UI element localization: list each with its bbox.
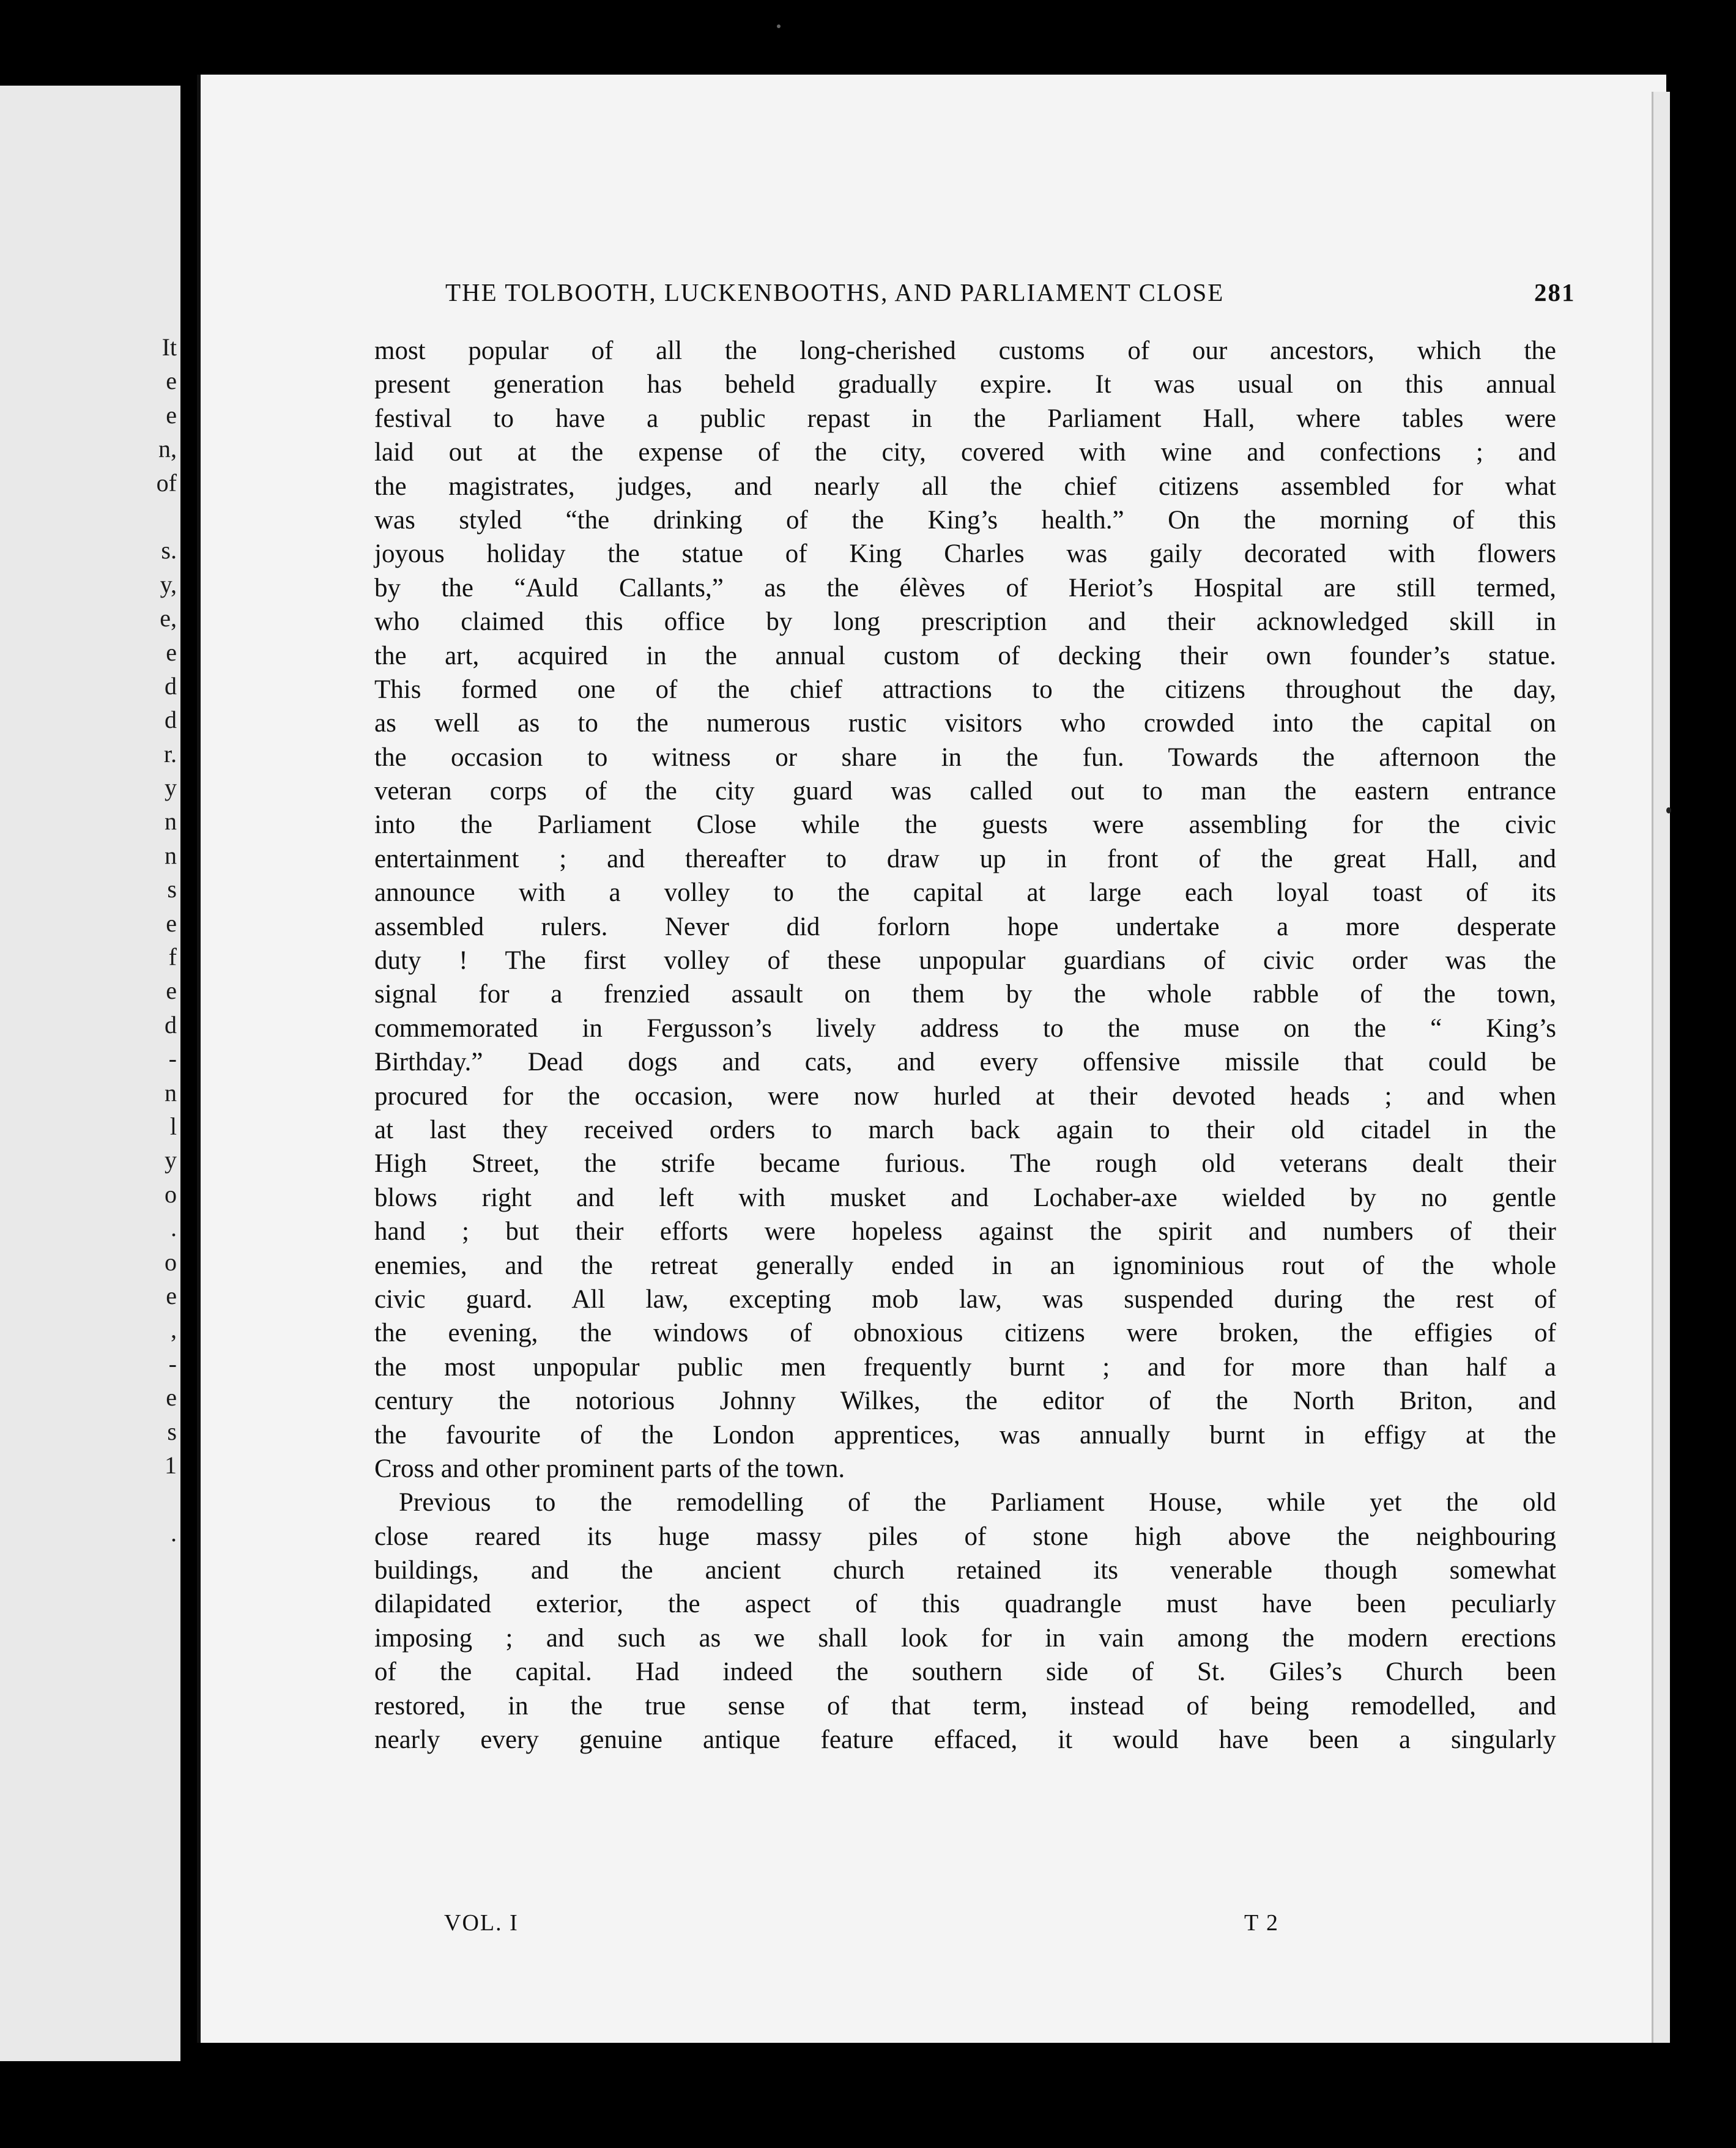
- facing-page-fragment: e: [166, 367, 177, 395]
- facing-page-fragment: n: [165, 1078, 177, 1106]
- page-edge: [1652, 92, 1672, 2043]
- facing-page-fragment: o: [165, 1180, 177, 1208]
- text-line: civic guard. All law, excepting mob law, was suspended during the rest of: [374, 1284, 1556, 1314]
- text-line: the favourite of the London apprentices, was annually burnt in effigy at the: [374, 1420, 1556, 1450]
- scan-speck: [1666, 807, 1671, 813]
- facing-page: [0, 86, 180, 2061]
- text-line: buildings, and the ancient church retained its venerable though somewhat: [374, 1556, 1556, 1585]
- text-line: veteran corps of the city guard was called out to man the eastern entrance: [374, 777, 1556, 806]
- scan-speck: [777, 24, 781, 28]
- facing-page-fragment: It: [161, 333, 177, 361]
- text-line: the occasion to witness or share in the fun. Towards the afternoon the: [374, 743, 1556, 772]
- text-line: Previous to the remodelling of the Parliament House, while yet the old: [399, 1488, 1556, 1517]
- facing-page-fragment: s: [167, 875, 177, 903]
- facing-page-fragment: s: [167, 1417, 177, 1445]
- text-line: procured for the occasion, were now hurled at their devoted heads ; and when: [374, 1081, 1556, 1111]
- text-line: the art, acquired in the annual custom of decking their own founder’s statue.: [374, 641, 1556, 670]
- text-line: most popular of all the long-cherished customs of our ancestors, which the: [374, 336, 1556, 365]
- facing-page-fragment: f: [168, 943, 177, 971]
- facing-page-fragment: l: [169, 1112, 177, 1140]
- text-line: as well as to the numerous rustic visitors who crowded into the capital on: [374, 709, 1556, 738]
- text-line: This formed one of the chief attractions to the citizens throughout the day,: [374, 675, 1556, 704]
- text-line: assembled rulers. Never did forlorn hope undertake a more desperate: [374, 912, 1556, 941]
- text-line: High Street, the strife became furious. The rough old veterans dealt their: [374, 1149, 1556, 1179]
- body-text: [374, 334, 1556, 1757]
- text-line: dilapidated exterior, the aspect of this quadrangle must have been peculiarly: [374, 1590, 1556, 1619]
- text-line: Birthday.” Dead dogs and cats, and every offensive missile that could be: [374, 1048, 1556, 1077]
- facing-page-fragment: y: [165, 774, 177, 802]
- text-line: present generation has beheld gradually expire. It was usual on this annual: [374, 370, 1556, 399]
- facing-page-fragment: e: [166, 1281, 177, 1309]
- signature-mark: T 2: [1244, 1910, 1280, 1936]
- facing-page-fragment: n: [165, 841, 177, 869]
- text-line: into the Parliament Close while the guests were assembling for the civic: [374, 810, 1556, 840]
- text-line: blows right and left with musket and Lochaber-axe wielded by no gentle: [374, 1183, 1556, 1212]
- text-line: by the “Auld Callants,” as the élèves of Heriot’s Hospital are still termed,: [374, 573, 1556, 602]
- facing-page-fragment: [157, 500, 177, 533]
- facing-page-fragment: n,: [158, 435, 177, 463]
- text-line: entertainment ; and thereafter to draw up in front of the great Hall, and: [374, 844, 1556, 873]
- text-line: century the notorious Johnny Wilkes, the editor of the North Briton, and: [374, 1387, 1556, 1416]
- facing-page-fragment: e: [166, 638, 177, 666]
- text-line: was styled “the drinking of the King’s health.” On the morning of this: [374, 505, 1556, 535]
- text-line: laid out at the expense of the city, covered with wine and confections ; and: [374, 438, 1556, 467]
- facing-page-fragment: -: [168, 1045, 177, 1073]
- running-title: THE TOLBOOTH, LUCKENBOOTHS, AND PARLIAMENT CLOSE: [445, 278, 1225, 306]
- facing-page-fragment: n: [165, 807, 177, 835]
- facing-page-fragment: e: [166, 977, 177, 1005]
- facing-page-fragment: s.: [161, 536, 177, 565]
- facing-page-fragment: e: [166, 401, 177, 429]
- text-line: the evening, the windows of obnoxious citizens were broken, the effigies of: [374, 1319, 1556, 1348]
- text-line: the most unpopular public men frequently burnt ; and for more than half a: [374, 1352, 1556, 1382]
- facing-page-text-fragments: [157, 330, 177, 1550]
- facing-page-fragment: d: [165, 706, 177, 734]
- text-line: duty ! The first volley of these unpopular guardians of civic order was the: [374, 946, 1556, 976]
- facing-page-fragment: of: [156, 468, 177, 497]
- text-line: enemies, and the retreat generally ended in an ignominious rout of the whole: [374, 1251, 1556, 1280]
- volume-label: VOL. I: [444, 1910, 519, 1936]
- facing-page-fragment: -: [168, 1349, 177, 1377]
- facing-page-fragment: r.: [163, 739, 177, 768]
- text-line: restored, in the true sense of that term, instead of being remodelled, and: [374, 1691, 1556, 1720]
- text-line: joyous holiday the statue of King Charles was gaily decorated with flowers: [374, 539, 1556, 569]
- text-line: signal for a frenzied assault on them by the whole rabble of the town,: [374, 980, 1556, 1009]
- facing-page-fragment: ,: [171, 1316, 177, 1344]
- facing-page-fragment: e: [166, 1383, 177, 1412]
- facing-page-fragment: .: [171, 1214, 177, 1242]
- facing-page-fragment: y: [165, 1146, 177, 1174]
- text-line: imposing ; and such as we shall look for in vain among the modern erections: [374, 1623, 1556, 1653]
- text-line: festival to have a public repast in the Parliament Hall, where tables were: [374, 404, 1556, 433]
- book-page: [197, 75, 1666, 2043]
- facing-page-fragment: .: [171, 1519, 177, 1547]
- text-line: who claimed this office by long prescription and their acknowledged skill in: [374, 607, 1556, 637]
- facing-page-fragment: [157, 1482, 177, 1516]
- facing-page-fragment: 1: [165, 1451, 177, 1479]
- text-line: nearly every genuine antique feature effaced, it would have been a singularly: [374, 1725, 1556, 1755]
- text-line: commemorated in Fergusson’s lively address to the muse on the “ King’s: [374, 1013, 1556, 1043]
- text-line: Cross and other prominent parts of the town.: [374, 1454, 845, 1483]
- text-line: close reared its huge massy piles of stone high above the neighbouring: [374, 1522, 1556, 1551]
- text-line: hand ; but their efforts were hopeless against the spirit and numbers of their: [374, 1217, 1556, 1246]
- facing-page-fragment: d: [165, 672, 177, 700]
- text-line: at last they received orders to march back again to their old citadel in the: [374, 1115, 1556, 1144]
- text-line: announce with a volley to the capital at large each loyal toast of its: [374, 878, 1556, 908]
- facing-page-fragment: o: [165, 1248, 177, 1276]
- text-line: the magistrates, judges, and nearly all the chief citizens assembled for what: [374, 472, 1556, 501]
- facing-page-fragment: e,: [160, 604, 177, 632]
- scan-border: [1670, 86, 1736, 2043]
- facing-page-fragment: e: [166, 909, 177, 937]
- text-line: of the capital. Had indeed the southern side of St. Giles’s Church been: [374, 1657, 1556, 1687]
- facing-page-fragment: y,: [160, 570, 177, 598]
- facing-page-fragment: d: [165, 1010, 177, 1039]
- page-number: 281: [1534, 278, 1576, 306]
